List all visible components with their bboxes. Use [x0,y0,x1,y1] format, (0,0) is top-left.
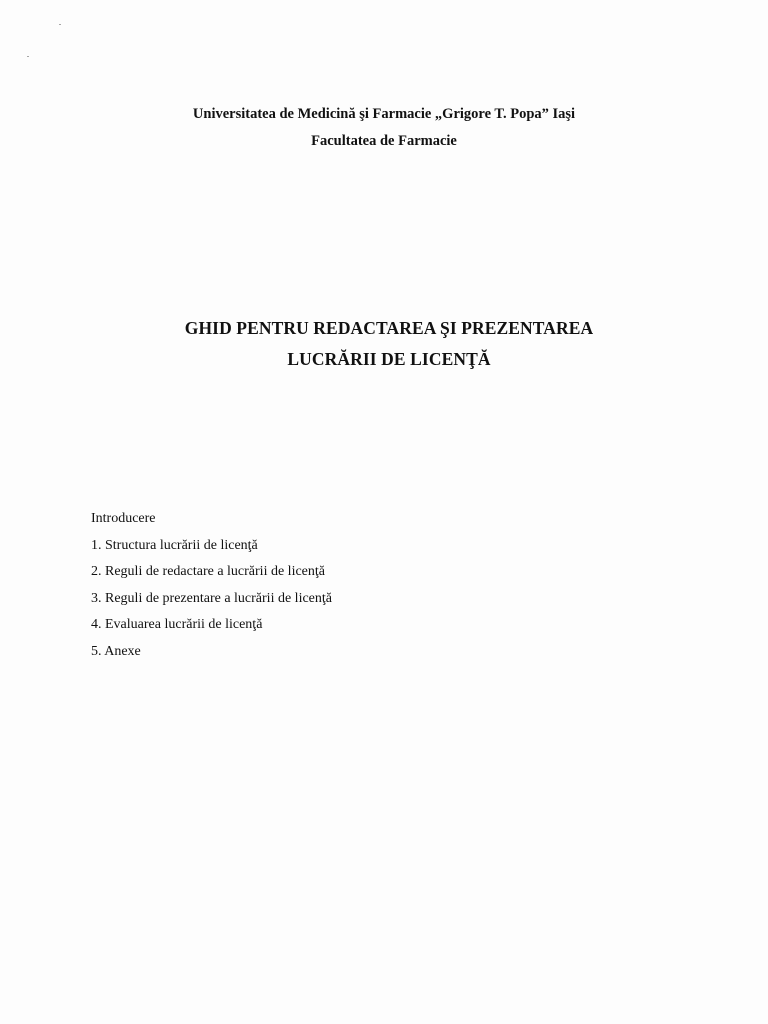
table-of-contents [91,509,332,669]
faculty-name: Facultatea de Farmacie [311,133,457,149]
document-title-line-1: GHID PENTRU REDACTAREA ŞI PREZENTAREA [184,318,594,338]
university-name: Universitatea de Medicină şi Farmacie „Grigore T. Popa” Iaşi [192,106,576,122]
scan-speck [27,56,29,57]
toc-item-evaluation: 4. Evaluarea lucrării de licenţă [91,617,263,633]
scan-speck [59,24,61,25]
toc-item-structure: 1. Structura lucrării de licenţă [91,537,258,553]
toc-item-presentation-rules: 3. Reguli de prezentare a lucrării de licenţă [91,590,332,606]
toc-item-annexes: 5. Anexe [91,643,141,659]
toc-item-introduction: Introducere [91,511,156,526]
toc-item-writing-rules: 2. Reguli de redactare a lucrării de licenţă [91,564,325,580]
document-title-line-2: LUCRĂRII DE LICENŢĂ [287,349,491,369]
